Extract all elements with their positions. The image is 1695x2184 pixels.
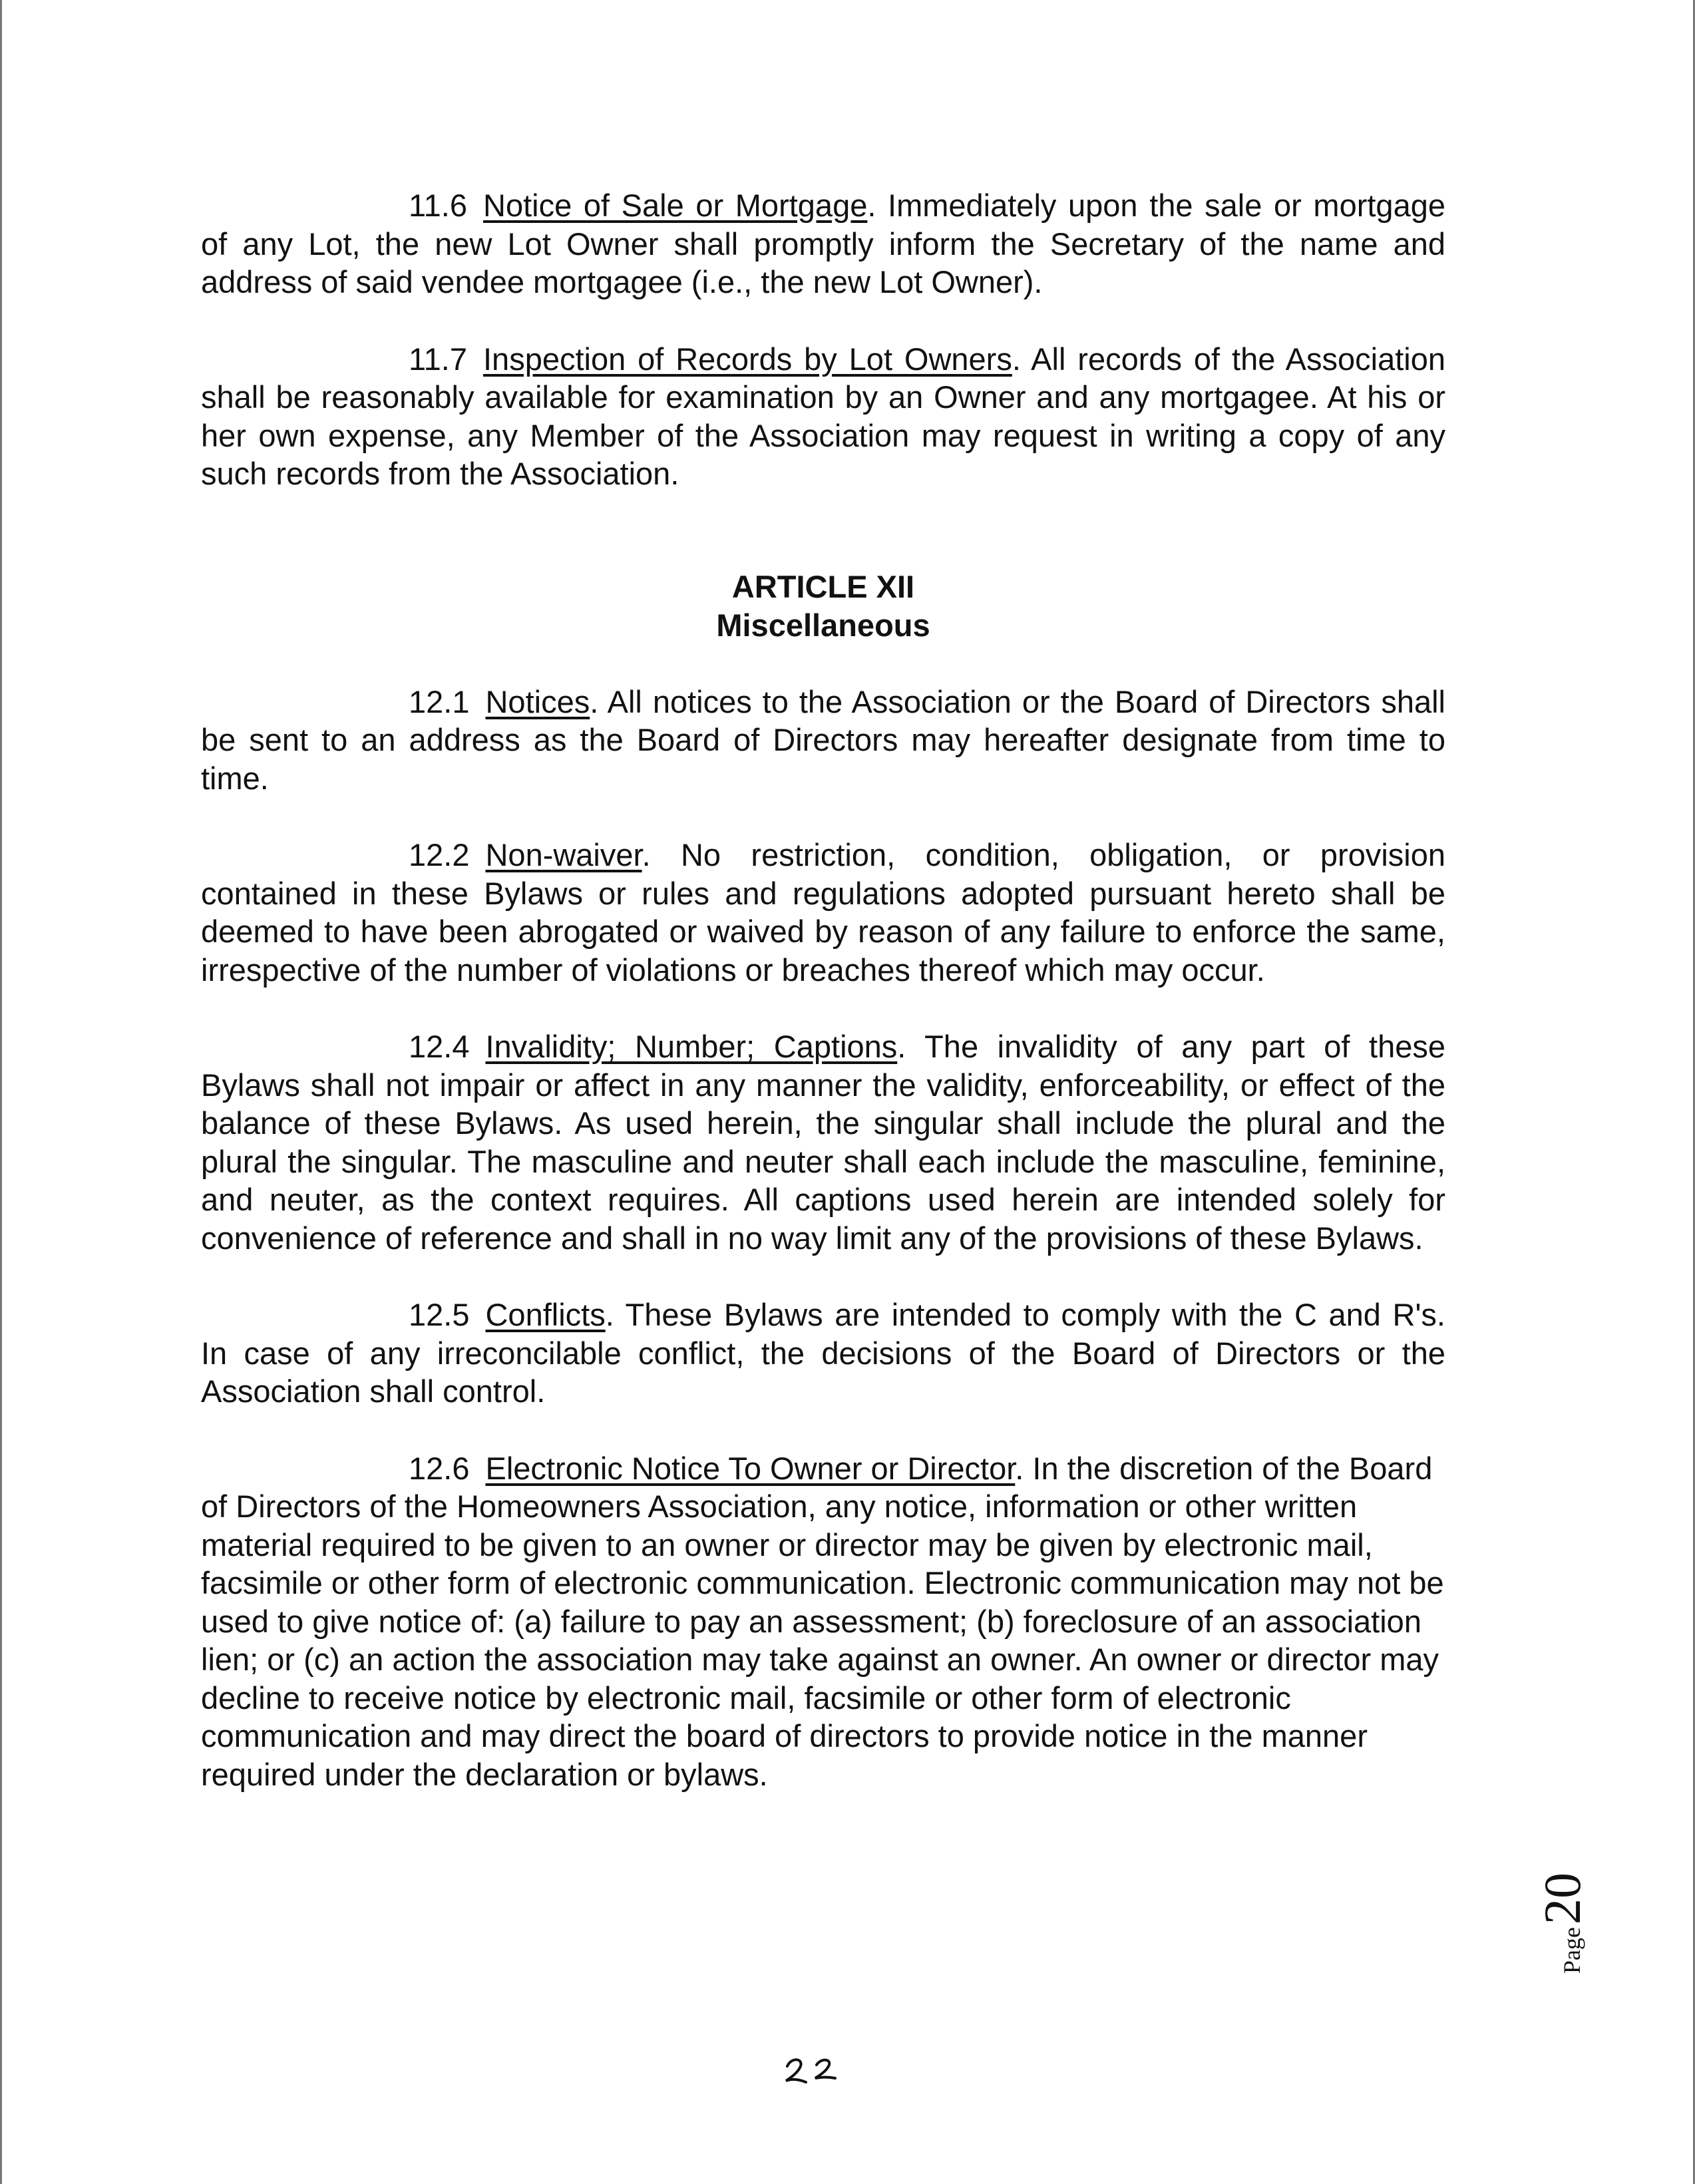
- section-caption: Electronic Notice To Owner or Director: [485, 1450, 1016, 1486]
- page-stamp-label: Page: [1559, 1927, 1585, 1974]
- section-number: 12.1: [409, 683, 470, 719]
- section-caption: Notices: [485, 683, 590, 719]
- section-number: 12.4: [409, 1029, 470, 1064]
- section-body: . These Bylaws are intended to comply with the C and R's. In case of any irreconcilable conflict, the decisions of the Board of Directors or the Association shall control.: [201, 1297, 1445, 1409]
- article-title: ARTICLE XII: [731, 568, 915, 604]
- section-body: . Immediately upon the sale or mortgage of any Lot, the new Lot Owner shall promptly inform the Secretary of the name and address of said vendee mortgagee (i.e., the new Lot Owner).: [201, 188, 1445, 299]
- section-number: 12.2: [409, 837, 470, 872]
- section-caption: Inspection of Records by Lot Owners: [483, 341, 1012, 377]
- section-body: . The invalidity of any part of these Bylaws shall not impair or affect in any manner the validity, enforceability, or effect of the balance of these Bylaws. As used herein, the singular shall include the plural and the plural the singular. The masculine and neuter shall each include the masculine, feminine, and neuter, as the context requires. All captions used herein are intended solely for convenience of reference and shall in no way limit any of the provisions of these Bylaws.: [201, 1029, 1445, 1256]
- section-12-1: [201, 683, 1445, 798]
- section-number: 12.5: [409, 1297, 470, 1332]
- section-body: . In the discretion of the Board of Directors of the Homeowners Association, any notice, information or other written material required to be given to an owner or director may be given by electronic mail, facsimile or other form of electronic communication. Electronic communication may not be used to give notice of: (a) failure to pay an assessment; (b) foreclosure of an association lien; or (c) an action the association may take against an owner. An owner or director may decline to receive notice by electronic mail, facsimile or other form of electronic communication and may direct the board of directors to provide notice in the manner required under the declaration or bylaws.: [201, 1450, 1444, 1792]
- section-body: . All notices to the Association or the Board of Directors shall be sent to an address as the Board of Directors may hereafter designate from time to time.: [201, 683, 1445, 796]
- section-number: 11.7: [409, 341, 467, 377]
- section-number: 11.6: [409, 188, 467, 223]
- document-body: [201, 186, 1445, 1832]
- section-caption: Notice of Sale or Mortgage: [483, 188, 868, 223]
- handwritten-page-number: [782, 2053, 862, 2086]
- page-stamp-number: 20: [1533, 1873, 1591, 1924]
- section-caption: Conflicts: [485, 1297, 606, 1332]
- section-caption: Invalidity; Number; Captions: [485, 1029, 898, 1064]
- section-12-2: [201, 836, 1445, 989]
- section-11-7: [201, 340, 1445, 493]
- article-subtitle: Miscellaneous: [716, 607, 930, 643]
- scan-left-edge: [0, 0, 2, 2184]
- section-caption: Non-waiver: [485, 837, 642, 872]
- page-number-stamp: [1531, 1843, 1610, 1990]
- section-11-6: [201, 186, 1445, 301]
- section-body: . All records of the Association shall be reasonably available for examination by an Owner and any mortgagee. At his or her own expense, any Member of the Association may request in writing a copy of any such records from the Association.: [201, 341, 1445, 491]
- section-body: . No restriction, condition, obligation, or provision contained in these Bylaws or rules and regulations adopted pursuant hereto shall be deemed to have been abrogated or waived by reason of any failure to enforce the same, irrespective of the number of violations or breaches thereof which may occur.: [201, 837, 1445, 988]
- section-12-6: [201, 1449, 1445, 1794]
- section-12-5: [201, 1296, 1445, 1411]
- article-heading: [201, 568, 1445, 645]
- section-12-4: [201, 1027, 1445, 1257]
- section-number: 12.6: [409, 1450, 470, 1486]
